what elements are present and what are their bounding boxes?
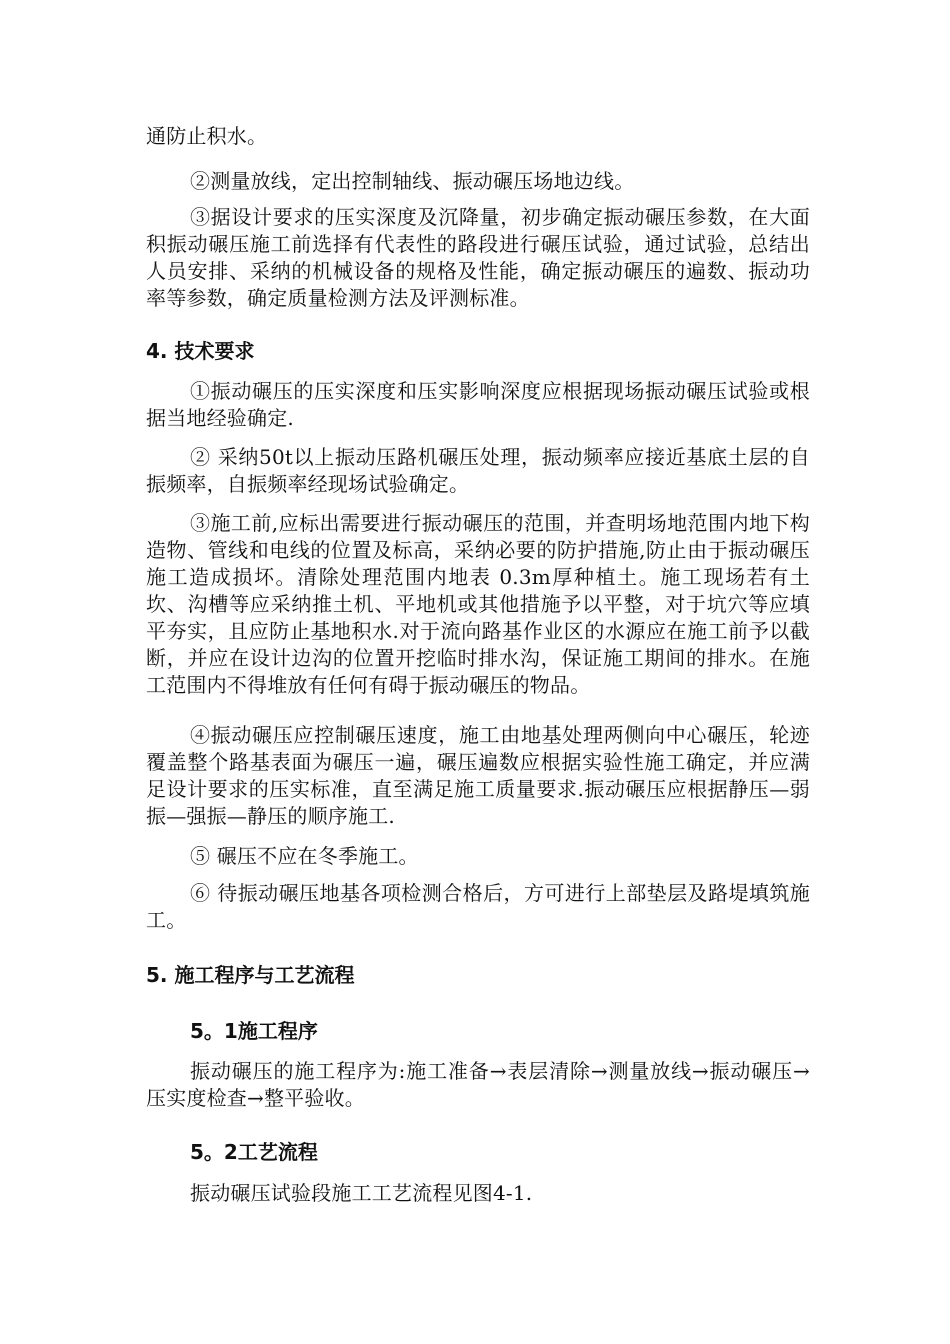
paragraph-winter: ⑤ 碾压不应在冬季施工。 [190, 844, 419, 868]
paragraph-roller: ② 采纳50t以上振动压路机碾压处理，振动频率应接近基底土层的自振频率，自振频率经现场试验确定。 [146, 445, 810, 496]
paragraph-speed: ④振动碾压应控制碾压速度，施工由地基处理两侧向中心碾压，轮迹覆盖整个路基表面为碾压一遍，碾压遍数应根据实验性施工确定，并应满足设计要求的压实标准，直至满足施工质量要求.振动碾压应根据静压—弱振—强振—静压的顺序施工. [146, 723, 810, 828]
paragraph-parameters: ③据设计要求的压实深度及沉降量，初步确定振动碾压参数，在大面积振动碾压施工前选择有代表性的路段进行碾压试验，通过试验，总结出人员安排、采纳的机械设备的规格及性能，确定振动碾压的遍数、振动功率等参数，确定质量检测方法及评测标准。 [146, 205, 810, 310]
paragraph-survey: ②测量放线，定出控制轴线、振动碾压场地边线。 [190, 169, 635, 193]
subsection-heading-5-1: 5。1施工程序 [190, 1019, 318, 1043]
paragraph-flow-reference: 振动碾压试验段施工工艺流程见图4-1. [190, 1181, 533, 1205]
paragraph-preparation: ③施工前,应标出需要进行振动碾压的范围，并查明场地范围内地下构造物、管线和电线的位置及标高，采纳必要的防护措施,防止由于振动碾压施工造成损坏。清除处理范围内地表 0.3m厚种植土。施工现场若有土坎、沟槽等应采纳推土机、平地机或其他措施予以平整，对于坑穴等应填平夯实，且应防止基地积水.对于流向路基作业区的水源应在施工前予以截断，并应在设计边沟的位置开挖临时排水沟，保证施工期间的排水。在施工范围内不得堆放有任何有碍于振动碾压的物品。 [146, 511, 810, 697]
paragraph-procedure: 振动碾压的施工程序为:施工准备→表层清除→测量放线→振动碾压→压实度检查→整平验收。 [146, 1059, 810, 1110]
section-heading-5: 5. 施工程序与工艺流程 [146, 963, 355, 987]
subsection-heading-5-2: 5。2工艺流程 [190, 1140, 318, 1164]
paragraph-compaction-depth: ①振动碾压的压实深度和压实影响深度应根据现场振动碾压试验或根据当地经验确定. [146, 379, 810, 430]
paragraph-inspection: ⑥ 待振动碾压地基各项检测合格后，方可进行上部垫层及路堤填筑施工。 [146, 881, 810, 932]
paragraph-continuation: 通防止积水。 [146, 124, 268, 148]
section-heading-4: 4. 技术要求 [146, 339, 255, 363]
